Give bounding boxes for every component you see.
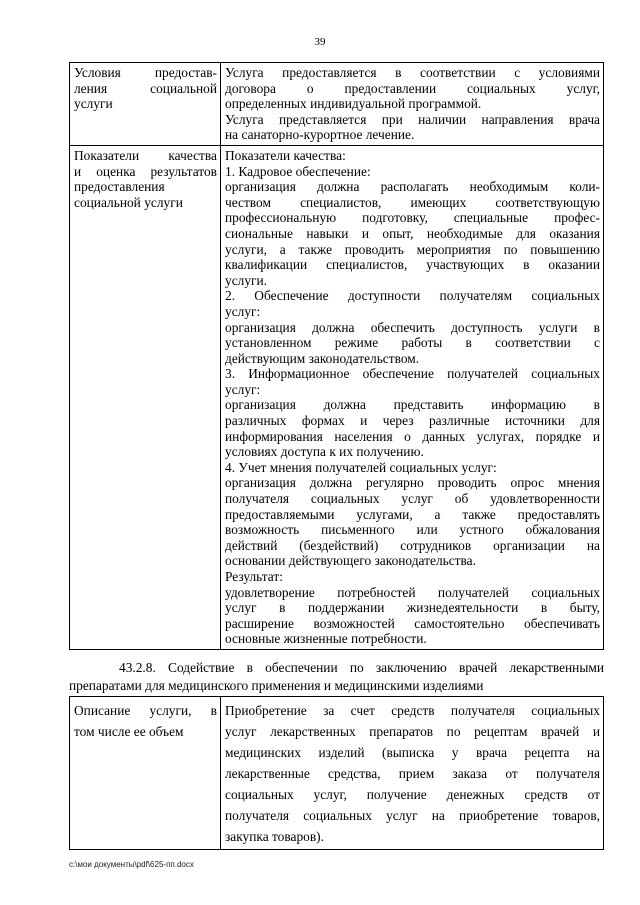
text-line: условиях доступа к их получению.: [225, 444, 424, 460]
text-line: профессиональную подготовку, специальные профес-: [225, 210, 600, 226]
text-line: договора о предоставлении социальных услуг,: [225, 80, 600, 96]
text-line: организация должна представить информацию в: [225, 397, 600, 413]
text-line: 2. Обеспечение доступности получателям социальных: [225, 288, 600, 304]
text-line: ления социальной: [74, 80, 217, 96]
heading-line: 43.2.8. Содействие в обеспечении по заключению врачей лекарственными: [119, 660, 604, 675]
text-line: основании действующего законодательства.: [225, 553, 476, 569]
text-line: организация должна располагать необходимым коли-: [225, 179, 600, 195]
section-heading: [69, 659, 604, 695]
text-line: Результат:: [225, 569, 283, 584]
text-line: услуг:: [225, 381, 261, 397]
text-line: действующим законодательством.: [225, 350, 420, 366]
text-line: Показатели качества:: [225, 147, 346, 163]
text-line: закупка товаров).: [225, 829, 324, 844]
text-line: удовлетворение потребностей получателей социальных: [225, 584, 600, 600]
text-line: действий (бездействий) сотрудников организации на: [225, 537, 600, 553]
text-line: лекарственные средства, прием заказа от получателя: [225, 766, 600, 781]
text-line: услуг:: [225, 303, 261, 319]
row-content-cell: [221, 697, 604, 850]
text-line: Описание услуги, в: [74, 703, 217, 718]
file-path-footer: c:\мои документы\pdf\625-пп.docx: [69, 860, 194, 869]
text-line: организация должна регулярно проводить опрос мнения: [225, 475, 600, 491]
text-line: 1. Кадровое обеспечение:: [225, 163, 371, 179]
row-label-cell: [70, 63, 221, 146]
text-line: получателя социальных услуг об удовлетворенности: [225, 491, 600, 507]
services-conditions-table: [69, 62, 604, 650]
text-line: 3. Информационное обеспечение получателей социальных: [225, 366, 600, 382]
text-line: установленном режиме работы в соответствии с: [225, 335, 600, 351]
text-line: услуги: [74, 96, 113, 112]
text-line: предоставляемыми услугами, а также предоставлять: [225, 506, 600, 522]
text-line: предоставления: [74, 179, 165, 195]
text-line: основные жизненные потребности.: [225, 631, 427, 647]
text-line: медицинских изделий (выписка у врача рецепта на: [225, 745, 600, 760]
text-line: Услуга представляется при наличии направления врача: [225, 111, 600, 127]
text-line: Показатели качества: [74, 147, 217, 163]
text-line: социальных услуг, получение денежных средств от: [225, 787, 600, 802]
service-description-table: [69, 696, 604, 850]
text-line: Приобретение за счет средств получателя социальных: [225, 703, 600, 718]
row-content-cell: [221, 63, 604, 146]
table-row: [70, 697, 604, 850]
row-content-cell: [221, 145, 604, 649]
text-line: Услуга предоставляется в соответствии с условиями: [225, 65, 600, 80]
text-line: чеством специалистов, имеющих соответствующую: [225, 194, 600, 210]
text-line: социальной услуги: [74, 194, 183, 210]
text-line: различных формах и через различные источники для: [225, 413, 600, 429]
table-row: [70, 63, 604, 146]
text-line: Условия предостав-: [74, 65, 217, 80]
text-line: на санаторно-курортное лечение.: [225, 127, 415, 143]
text-line: том числе ее объем: [74, 724, 184, 739]
text-line: возможность письменного или устного обжалования: [225, 522, 600, 538]
table-row: [70, 145, 604, 649]
text-line: и оценка результатов: [74, 163, 217, 179]
text-line: организация должна обеспечить доступность услуги в: [225, 319, 600, 335]
text-line: услуги, а также проводить мероприятия по повышению: [225, 241, 600, 257]
text-line: получателя социальных услуг на приобретение товаров,: [225, 808, 600, 823]
text-line: расширение возможностей самостоятельно обеспечивать: [225, 615, 600, 631]
row-label-cell: [70, 697, 221, 850]
text-line: квалификации специалистов, участвующих в оказании: [225, 257, 600, 273]
text-line: услуг лекарственных препаратов по рецептам врачей и: [225, 724, 600, 739]
text-line: услуг в поддержании жизнедеятельности в быту,: [225, 600, 600, 616]
row-label-cell: [70, 145, 221, 649]
page-number: 39: [314, 36, 326, 48]
text-line: информирования населения о данных услугах, порядке и: [225, 428, 600, 444]
heading-line: препаратами для медицинского применения и медицинскими изделиями: [69, 678, 484, 693]
text-line: определенных индивидуальной программой.: [225, 96, 482, 112]
text-line: 4. Учет мнения получателей социальных услуг:: [225, 459, 497, 475]
text-line: сиональные навыки и опыт, необходимые для оказания: [225, 225, 600, 241]
text-line: услуги.: [225, 272, 268, 288]
